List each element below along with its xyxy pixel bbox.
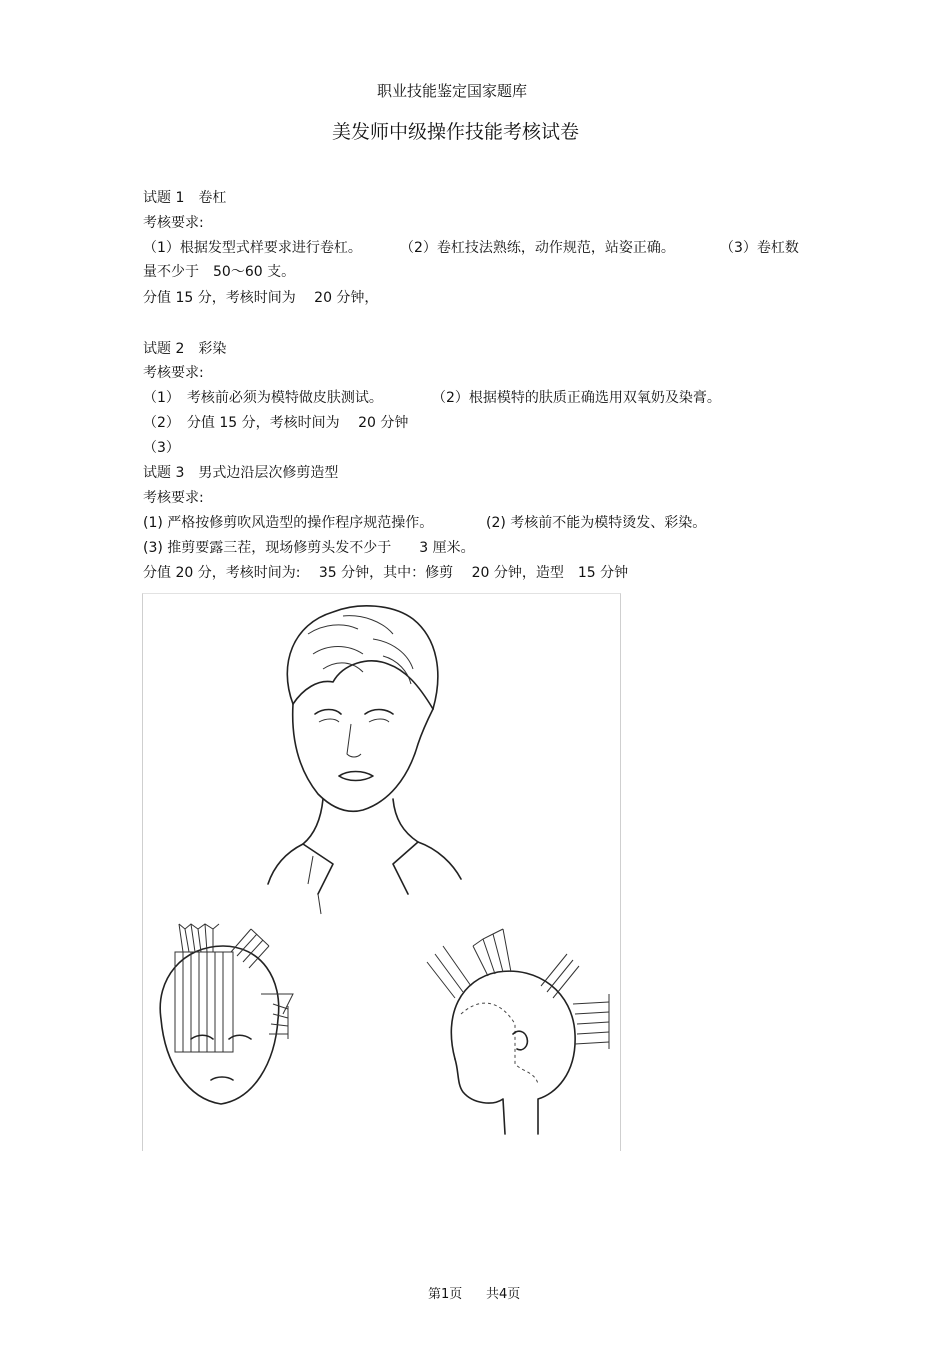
q3-score: 分值 20 分，考核时间为: 35 分钟，其中：修剪 20 分钟，造型 15 分钟 [143, 565, 629, 581]
q2-req-3-line: （3） [143, 440, 180, 456]
q1-score: 分值 15 分，考核时间为 20 分钟， [143, 290, 379, 306]
q2-requirements-label: 考核要求: [143, 365, 204, 381]
q2-req-2: （2）根据模特的肤质正确选用双氧奶及染膏。 [432, 390, 721, 406]
q3-heading: 试题 3 男式边沿层次修剪造型 [143, 465, 339, 481]
hairstyle-drawing [143, 594, 620, 1151]
q3-requirements-label: 考核要求: [143, 490, 204, 506]
front-guide-sketch [160, 924, 293, 1104]
q1-req-3: （3）卷杠数 [720, 240, 799, 256]
page-total: 共4页 [486, 1287, 521, 1302]
hairstyle-illustration [142, 593, 621, 1151]
q3-req-1: (1) 严格按修剪吹风造型的操作程序规范操作。 [143, 515, 434, 531]
q2-heading: 试题 2 彩染 [143, 341, 227, 357]
page-number: 第1页 [428, 1287, 463, 1302]
q1-req-2: （2）卷杠技法熟练，动作规范，站姿正确。 [400, 240, 675, 256]
q1-req-3-cont: 量不少于 50～60 支。 [143, 264, 296, 280]
q2-req-2-line: （2） 分值 15 分，考核时间为 20 分钟 [143, 415, 409, 431]
q3-req-3: (3) 推剪要露三茬，现场修剪头发不少于 3 厘米。 [143, 540, 475, 556]
q1-heading: 试题 1 卷杠 [143, 190, 227, 206]
q1-requirements-label: 考核要求: [143, 215, 204, 231]
q3-req-2: (2) 考核前不能为模特烫发、彩染。 [486, 515, 707, 531]
q2-req-1: （1） 考核前必须为模特做皮肤测试。 [143, 390, 383, 406]
portrait-sketch [268, 606, 461, 914]
document-subtitle: 职业技能鉴定国家题库 [377, 82, 528, 100]
side-guide-sketch [427, 929, 609, 1134]
q1-req-1: （1）根据发型式样要求进行卷杠。 [143, 240, 362, 256]
document-title: 美发师中级操作技能考核试卷 [332, 121, 580, 143]
